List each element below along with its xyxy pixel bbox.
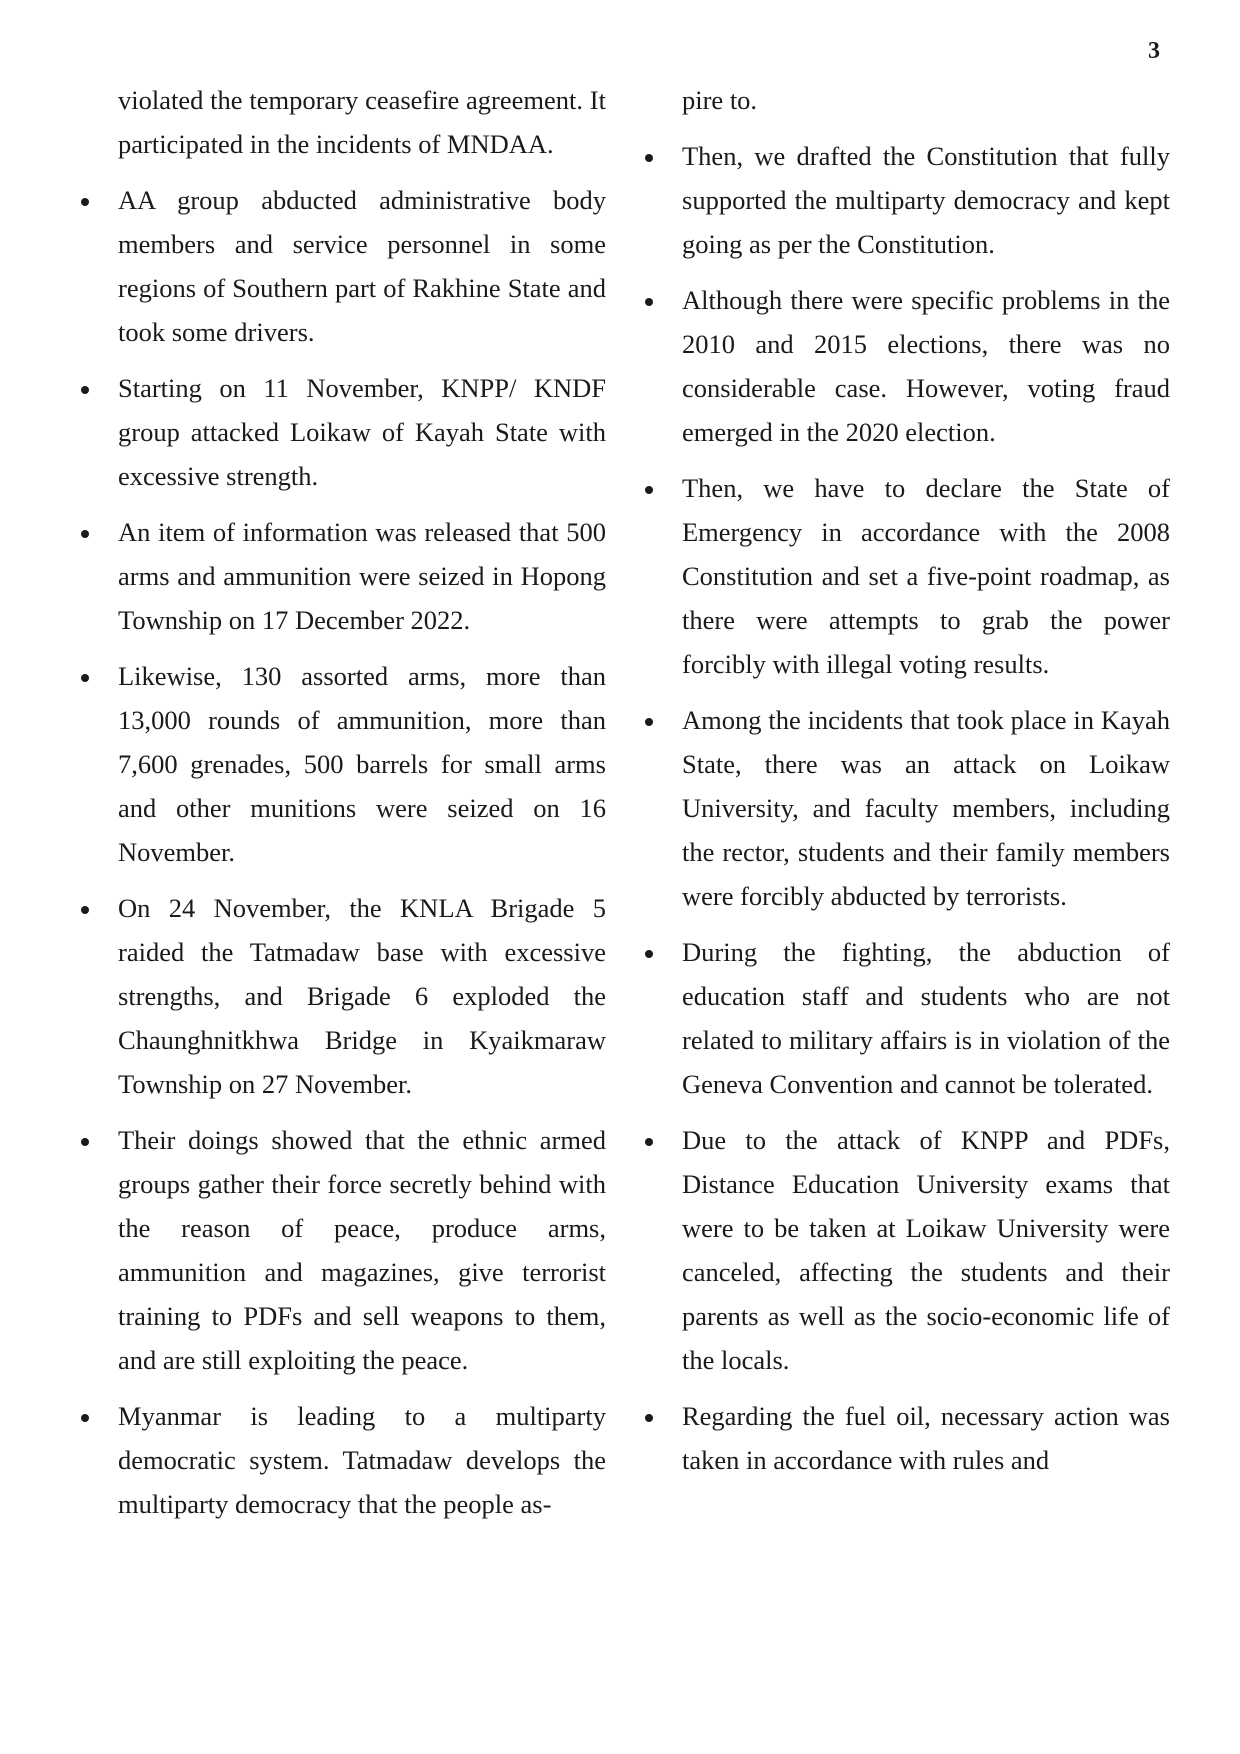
bullet-item [118,178,606,354]
bullet-text: AA group abducted administrative body members and service personnel in some regions of Southern part of Rakhine State and took some drivers. [118,185,606,347]
bullet-text: Among the incidents that took place in Kayah State, there was an attack on Loikaw University, and faculty members, including the rector, students and their family members were forcibly abducted by terrorists. [682,705,1170,911]
bullet-icon [645,154,653,162]
right-column [682,78,1170,1494]
continued-paragraph: violated the temporary ceasefire agreement. It participated in the incidents of MNDAA. [118,85,606,159]
bullet-icon [81,530,89,538]
bullet-item [682,1118,1170,1382]
bullet-item [118,886,606,1106]
bullet-text: An item of information was released that 500 arms and ammunition were seized in Hopong Township on 17 December 2022. [118,517,606,635]
bullet-icon [645,298,653,306]
bullet-item [118,510,606,642]
bullet-item [118,654,606,874]
bullet-icon [645,486,653,494]
bullet-icon [81,386,89,394]
continued-paragraph: pire to. [682,85,758,115]
bullet-item [682,698,1170,918]
bullet-icon [81,1414,89,1422]
bullet-icon [645,718,653,726]
bullet-item [682,278,1170,454]
left-column [118,78,606,1538]
bullet-text: During the fighting, the abduction of education staff and students who are not related to military affairs is in violation of the Geneva Convention and cannot be tolerated. [682,937,1170,1099]
bullet-item [118,1118,606,1382]
bullet-text: Then, we have to declare the State of Emergency in accordance with the 2008 Constitution and set a five-point roadmap, as there were attempts to grab the power forcibly with illegal voting results. [682,473,1170,679]
bullet-item [682,930,1170,1106]
bullet-icon [645,1414,653,1422]
bullet-icon [81,674,89,682]
bullet-text: Due to the attack of KNPP and PDFs, Distance Education University exams that were to be taken at Loikaw University were canceled, affecting the students and their parents as well as the socio-economic life of the locals. [682,1125,1170,1375]
bullet-text: Although there were specific problems in the 2010 and 2015 elections, there was no considerable case. However, voting fraud emerged in the 2020 election. [682,285,1170,447]
bullet-icon [81,198,89,206]
bullet-icon [645,950,653,958]
bullet-item [118,1394,606,1526]
bullet-icon [81,906,89,914]
bullet-icon [645,1138,653,1146]
bullet-icon [81,1138,89,1146]
bullet-text: Myanmar is leading to a multiparty democratic system. Tatmadaw develops the multiparty democracy that the people as- [118,1401,606,1519]
bullet-text: Starting on 11 November, KNPP/ KNDF group attacked Loikaw of Kayah State with excessive strength. [118,373,606,491]
bullet-item [682,1394,1170,1482]
page-number: 3 [1148,38,1160,64]
bullet-text: Likewise, 130 assorted arms, more than 13,000 rounds of ammunition, more than 7,600 grenades, 500 barrels for small arms and other munitions were seized on 16 November. [118,661,606,867]
bullet-text: On 24 November, the KNLA Brigade 5 raided the Tatmadaw base with excessive strengths, and Brigade 6 exploded the Chaunghnitkhwa Bridge in Kyaikmaraw Township on 27 November. [118,893,606,1099]
bullet-text: Then, we drafted the Constitution that fully supported the multiparty democracy and kept going as per the Constitution. [682,141,1170,259]
bullet-item [118,366,606,498]
bullet-item [682,466,1170,686]
bullet-text: Regarding the fuel oil, necessary action was taken in accordance with rules and [682,1401,1170,1475]
bullet-item [682,134,1170,266]
bullet-text: Their doings showed that the ethnic armed groups gather their force secretly behind with the reason of peace, produce arms, ammunition and magazines, give terrorist training to PDFs and sell weapons to them, and are still exploiting the peace. [118,1125,606,1375]
